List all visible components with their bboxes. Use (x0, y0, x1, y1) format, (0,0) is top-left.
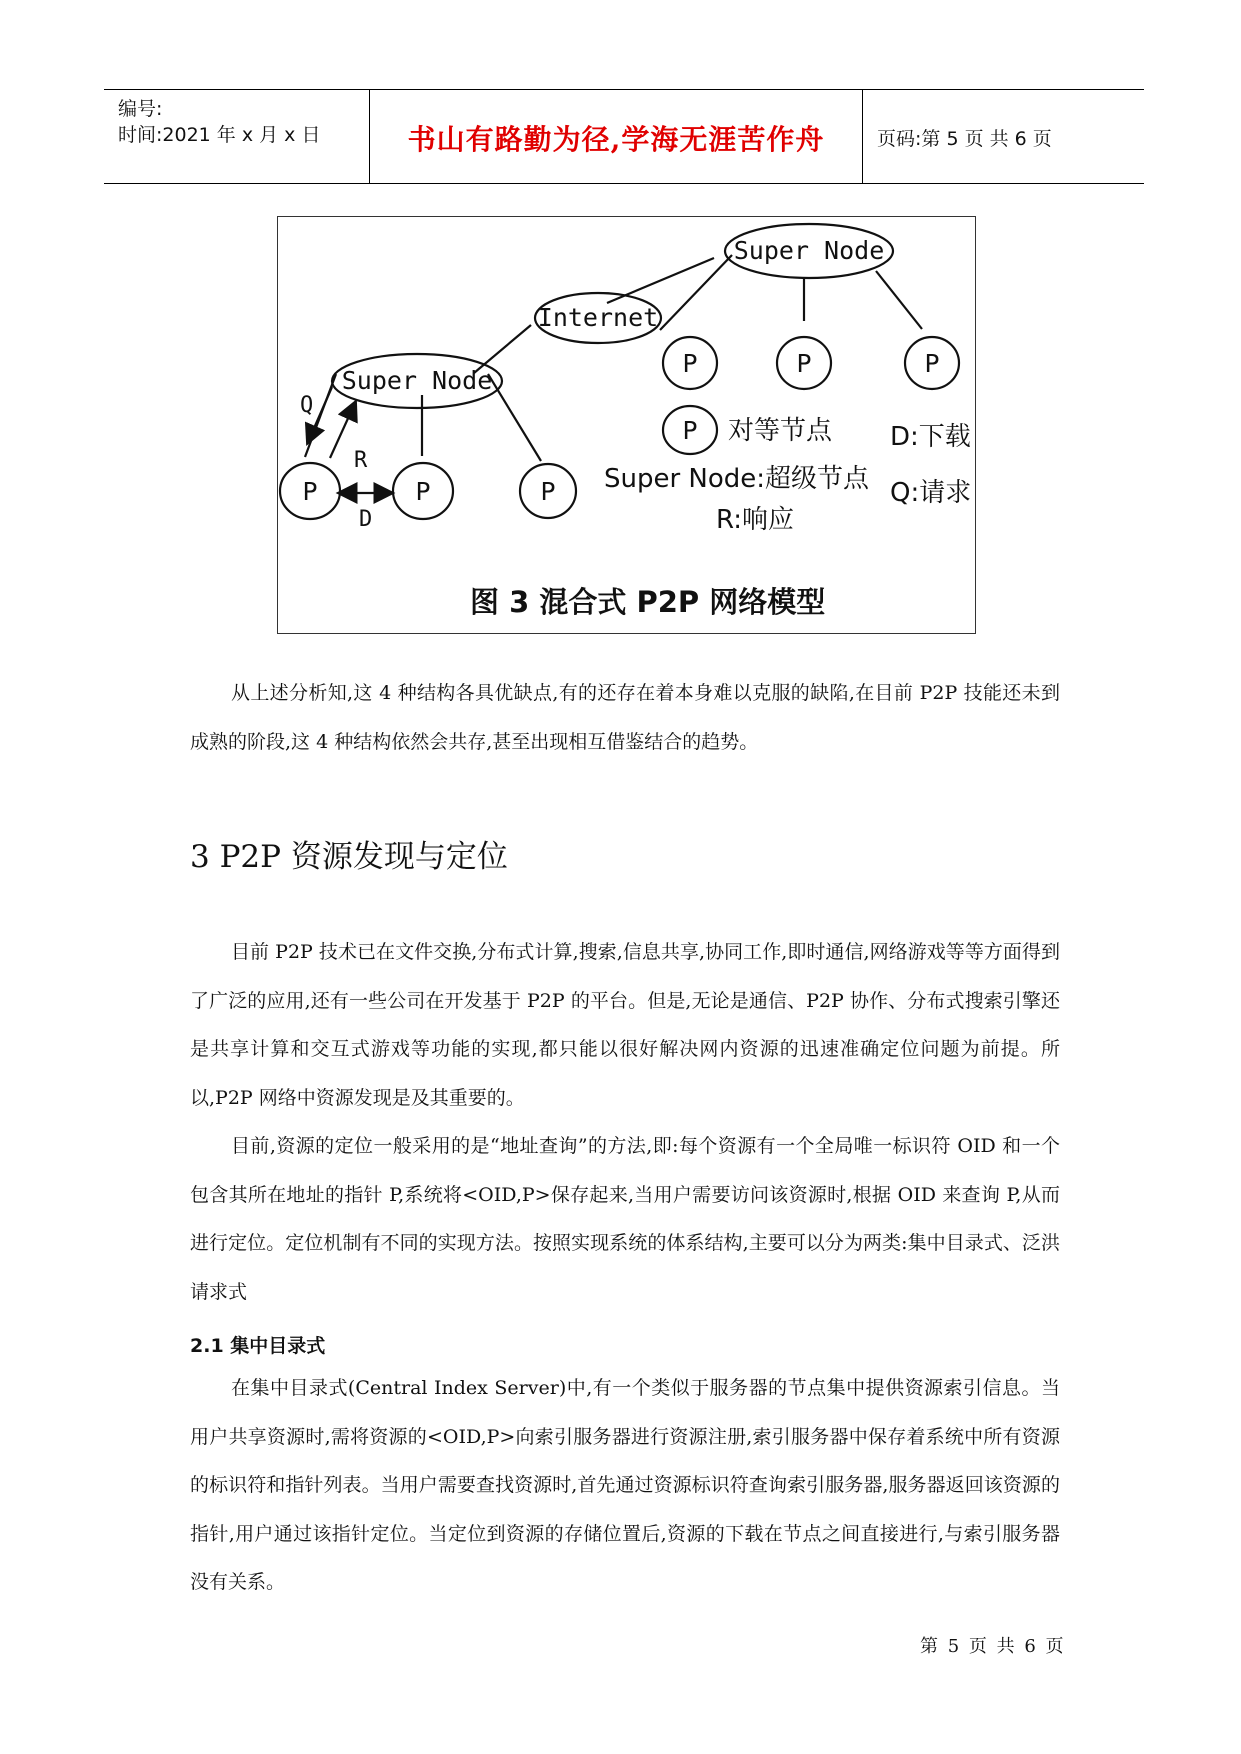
header-motto-cell (370, 90, 863, 183)
figure-caption: 图 3 混合式 P2P 网络模型 (470, 585, 826, 619)
response-arrow-label: R (354, 448, 368, 473)
legend-request-text: Q:请求 (890, 478, 972, 508)
super-node-top-label: Super Node (733, 236, 885, 265)
peer-label: P (796, 349, 812, 378)
edge-internet-supernode-top (607, 258, 714, 303)
legend-peer-text: 对等节点 (728, 416, 833, 446)
network-diagram (278, 217, 975, 633)
internet-label: Internet (537, 303, 659, 332)
download-arrow-label: D (359, 507, 373, 532)
header-page-cell (863, 90, 1144, 183)
query-arrow-label: Q (300, 393, 314, 418)
legend-peer-symbol-label: P (682, 416, 698, 445)
peer-label: P (682, 349, 698, 378)
header-motto: 书山有路勤为径,学海无涯苦作舟 (407, 123, 825, 156)
legend-download-text: D:下载 (890, 422, 971, 452)
legend-response-text: R:响应 (716, 505, 795, 535)
document-number-label: 编号: (118, 98, 163, 120)
response-arrow (330, 403, 355, 458)
paragraph-p2p-applications: 目前 P2P 技术已在文件交换,分布式计算,搜索,信息共享,协同工作,即时通信,网络游戏等等方面得到了广泛的应用,还有一些公司在开发基于 P2P 的平台。但是,无论是通信、P2P 协作、分布式搜索引擎还是共享计算和交互式游戏等功能的实现,都只能以很好解决网内资源的迅速准确定位问题为前提。所以,P2P 网络中资源发现是及其重要的。 (190, 941, 1060, 1109)
page-footer: 第 5 页 共 6 页 (920, 1636, 1066, 1657)
legend-super-node-text: Super Node:超级节点 (604, 464, 870, 494)
section-heading: 3 P2P 资源发现与定位 (190, 839, 508, 875)
peer-label: P (415, 477, 431, 506)
peer-label: P (924, 349, 940, 378)
paragraph-address-query: 目前,资源的定位一般采用的是“地址查询”的方法,即:每个资源有一个全局唯一标识符 OID 和一个包含其所在地址的指针 P,系统将<OID,P>保存起来,当用户需要访问该资源时,根据 OID 来查询 P,从而进行定位。定位机制有不同的实现方法。按照实现系统的体系结构,主要可以分为两类:集中目录式、泛洪请求式 (190, 1135, 1060, 1303)
edge-left-peer-c (488, 374, 541, 461)
peer-label: P (540, 477, 556, 506)
peer-label: P (302, 477, 318, 506)
header-meta-cell (104, 90, 370, 183)
paragraph-structure-summary: 从上述分析知,这 4 种结构各具优缺点,有的还存在着本身难以克服的缺陷,在目前 P2P 技能还未到成熟的阶段,这 4 种结构依然会共存,甚至出现相互借鉴结合的趋势。 (190, 682, 1060, 753)
page-header (104, 89, 1144, 184)
hybrid-p2p-figure (277, 216, 976, 634)
header-page-label: 页码:第 5 页 共 6 页 (877, 128, 1052, 150)
super-node-left-label: Super Node (341, 366, 493, 395)
paragraph-central-index-server: 在集中目录式(Central Index Server)中,有一个类似于服务器的节点集中提供资源索引信息。当用户共享资源时,需将资源的<OID,P>向索引服务器进行资源注册,索引服务器中保存着系统中所有资源的标识符和指针列表。当用户需要查找资源时,首先通过资源标识符查询索引服务器,服务器返回该资源的指针,用户通过该指针定位。当定位到资源的存储位置后,资源的下载在节点之间直接进行,与索引服务器没有关系。 (190, 1377, 1060, 1593)
edge-supernode-peer3 (876, 271, 922, 329)
subsection-heading: 2.1 集中目录式 (190, 1335, 326, 1357)
document-time-label: 时间:2021 年 x 月 x 日 (118, 124, 321, 146)
